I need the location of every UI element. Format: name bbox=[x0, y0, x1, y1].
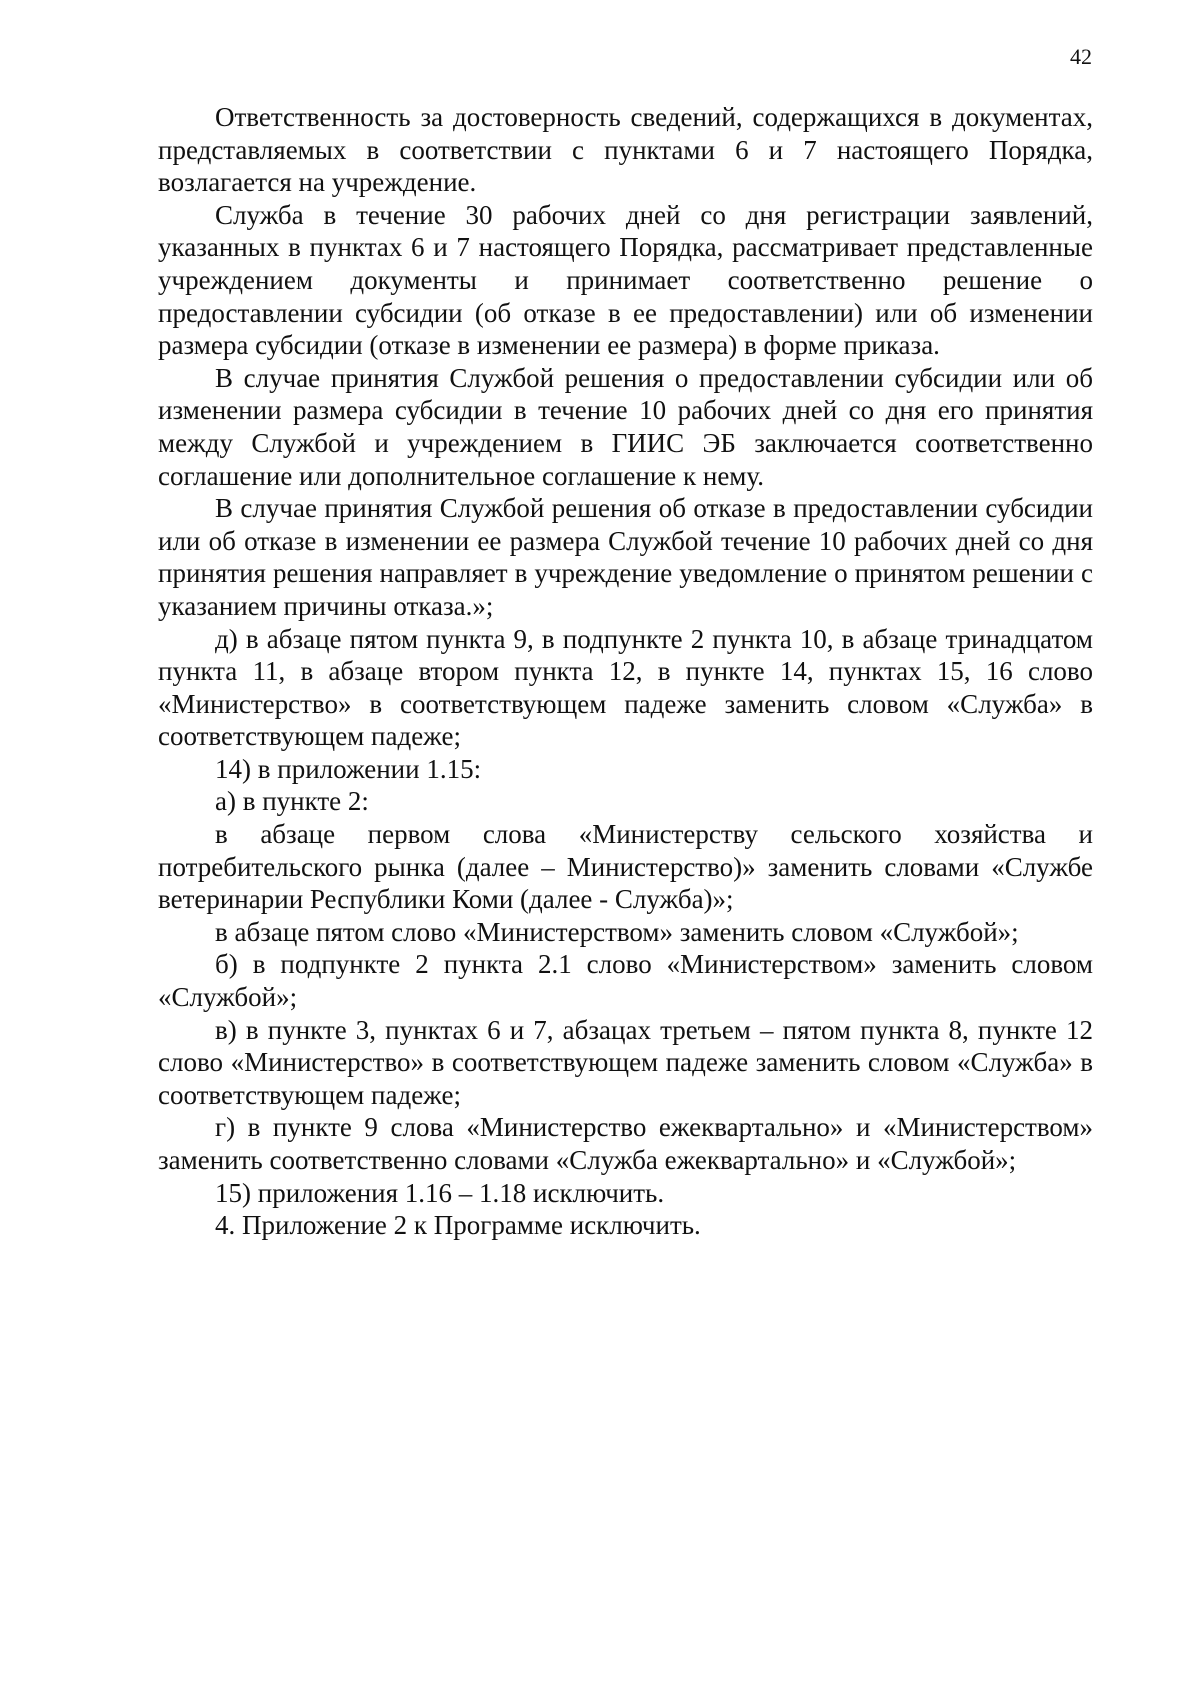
paragraph-responsibility: Ответственность за достоверность сведений, содержащихся в документах, представляемых в соответствии с пунктами 6 и 7 настоящего Порядка, возлагается на учреждение. bbox=[158, 102, 1093, 198]
paragraph-item-d: д) в абзаце пятом пункта 9, в подпункте 2 пункта 10, в абзаце тринадцатом пункта 11, в абзаце втором пункта 12, в пункте 14, пунктах 15, 16 слово «Министерство» в соответствующем падеже заменить словом «Служба» в соответствующем падеже; bbox=[158, 623, 1093, 752]
paragraph-item-14: 14) в приложении 1.15: bbox=[215, 753, 482, 784]
paragraph-review-period: Служба в течение 30 рабочих дней со дня регистрации заявлений, указанных в пунктах 6 и 7 настоящего Порядка, рассматривает представленные учреждением документы и принимает соответственно решение о предоставлении субсидии (об отказе в ее предоставлении) или об изменении размера субсидии (отказе в изменении ее размера) в форме приказа. bbox=[158, 199, 1093, 361]
paragraph-refusal-notice: В случае принятия Службой решения об отказе в предоставлении субсидии или об отказе в изменении ее размера Службой течение 10 рабочих дней со дня принятия решения направляет в учреждение уведомление о принятом решении с указанием причины отказа.»; bbox=[158, 493, 1093, 621]
paragraph-item-g: г) в пункте 9 слова «Министерство ежеквартально» и «Министерством» заменить соответственно словами «Служба ежеквартально» и «Службой»; bbox=[158, 1112, 1093, 1175]
paragraph-item-15: 15) приложения 1.16 – 1.18 исключить. bbox=[215, 1177, 665, 1208]
paragraph-item-4: 4. Приложение 2 к Программе исключить. bbox=[215, 1210, 701, 1241]
paragraph-fifth-abzats: в абзаце пятом слово «Министерством» заменить словом «Службой»; bbox=[215, 916, 1019, 947]
document-body bbox=[158, 101, 1093, 1242]
paragraph-first-abzats: в абзаце первом слова «Министерству сельского хозяйства и потребительского рынка (далее – Министерство)» заменить словами «Службе ветеринарии Республики Коми (далее - Служба)»; bbox=[158, 819, 1093, 915]
paragraph-item-b: б) в подпункте 2 пункта 2.1 слово «Министерством» заменить словом «Службой»; bbox=[158, 949, 1093, 1013]
paragraph-item-a: а) в пункте 2: bbox=[215, 786, 369, 817]
page-number: 42 bbox=[1070, 44, 1092, 69]
paragraph-item-v: в) в пункте 3, пунктах 6 и 7, абзацах третьем – пятом пункта 8, пункте 12 слово «Министерство» в соответствующем падеже заменить словом «Служба» в соответствующем падеже; bbox=[158, 1014, 1093, 1110]
paragraph-agreement: В случае принятия Службой решения о предоставлении субсидии или об изменении размера субсидии в течение 10 рабочих дней со дня его принятия между Службой и учреждением в ГИИС ЭБ заключается соответственно соглашение или дополнительное соглашение к нему. bbox=[158, 362, 1093, 491]
